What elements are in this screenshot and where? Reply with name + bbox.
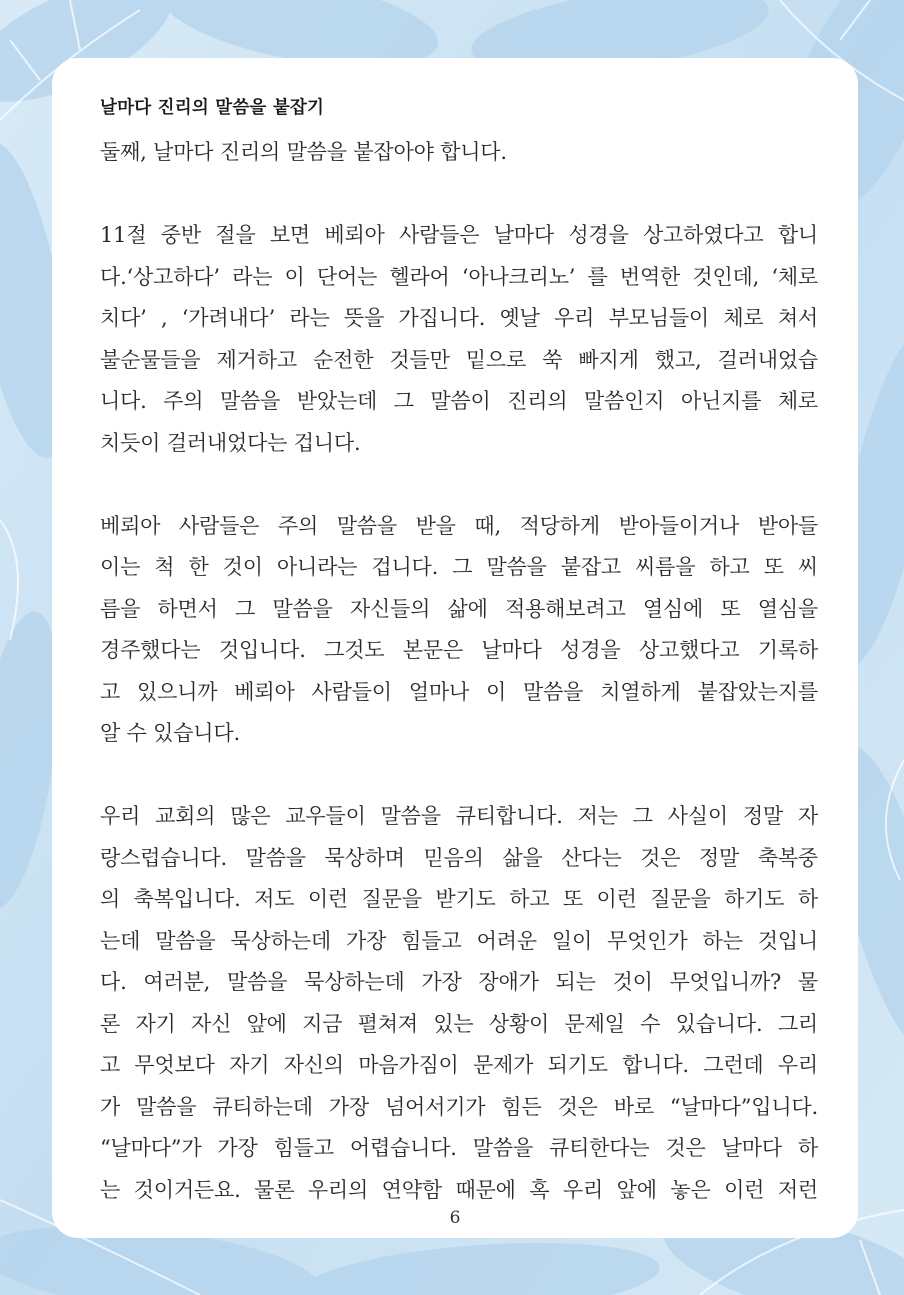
text-line: 알 수 있습니다. [100, 721, 240, 745]
text-line: 11절 중반 절을 보면 베뢰아 사람들은 날마다 성경을 상고하였다고 합니 [100, 223, 818, 247]
text-line: “날마다”가 가장 힘들고 어렵습니다. 말씀을 큐티한다는 것은 날마다 하 [100, 1136, 818, 1160]
text-line: 치다’ , ‘가려내다’ 라는 뜻을 가집니다. 옛날 우리 부모님들이 체로 쳐서 [100, 306, 818, 330]
text-line: 이는 척 한 것이 아니라는 겁니다. 그 말씀을 붙잡고 씨름을 하고 또 씨 [100, 555, 818, 579]
paragraph [100, 132, 818, 174]
text-line: 경주했다는 것입니다. 그것도 본문은 날마다 성경을 상고했다고 기록하 [100, 638, 818, 662]
text-line: 니다. 주의 말씀을 받았는데 그 말씀이 진리의 말씀인지 아닌지를 체로 [100, 389, 818, 413]
text-line: 베뢰아 사람들은 주의 말씀을 받을 때, 적당하게 받아들이거나 받아들 [100, 513, 818, 538]
text-line: 고 있으니까 베뢰아 사람들이 얼마나 이 말씀을 치열하게 붙잡았는지를 [100, 679, 818, 704]
page-card [52, 58, 858, 1238]
paragraph [100, 506, 818, 755]
page-number: 6 [449, 1208, 461, 1228]
text-line: 는 것이거든요. 물론 우리의 연약함 때문에 혹 우리 앞에 놓은 이런 저런 [100, 1177, 819, 1202]
text-line: 불순물들을 제거하고 순전한 것들만 밑으로 쑥 빠지게 했고, 걸러내었습 [100, 347, 818, 372]
section-heading: 날마다 진리의 말씀을 붙잡기 [100, 98, 325, 118]
text-line: 우리 교회의 많은 교우들이 말씀을 큐티합니다. 저는 그 사실이 정말 자 [100, 804, 818, 828]
text-line: 의 축복입니다. 저도 이런 질문을 받기도 하고 또 이런 질문을 하기도 하 [100, 887, 818, 911]
text-line: 는데 말씀을 묵상하는데 가장 힘들고 어려운 일이 무엇인가 하는 것입니 [100, 928, 818, 953]
text-line: 가 말씀을 큐티하는데 가장 넘어서기가 힘든 것은 바로 “날마다”입니다. [100, 1094, 818, 1119]
text-line: 랑스럽습니다. 말씀을 묵상하며 믿음의 삶을 산다는 것은 정말 축복중 [100, 845, 818, 870]
text-line: 론 자기 자신 앞에 지금 펼쳐져 있는 상황이 문제일 수 있습니다. 그리 [100, 1011, 818, 1036]
body-text [100, 132, 818, 1211]
text-line: 둘째, 날마다 진리의 말씀을 붙잡아야 합니다. [100, 140, 507, 164]
text-line: 름을 하면서 그 말씀을 자신들의 삶에 적용해보려고 열심에 또 열심을 [100, 596, 818, 621]
paragraph [100, 796, 818, 1211]
text-line: 다. 여러분, 말씀을 묵상하는데 가장 장애가 되는 것이 무엇입니까? 물 [100, 970, 818, 994]
text-line: 치듯이 걸러내었다는 겁니다. [100, 430, 361, 455]
paragraph [100, 215, 818, 464]
text-line: 다.‘상고하다’ 라는 이 단어는 헬라어 ‘아나크리노’ 를 번역한 것인데, ‘체로 [100, 264, 818, 289]
text-line: 고 무엇보다 자기 자신의 마음가짐이 문제가 되기도 합니다. 그런데 우리 [100, 1053, 818, 1077]
